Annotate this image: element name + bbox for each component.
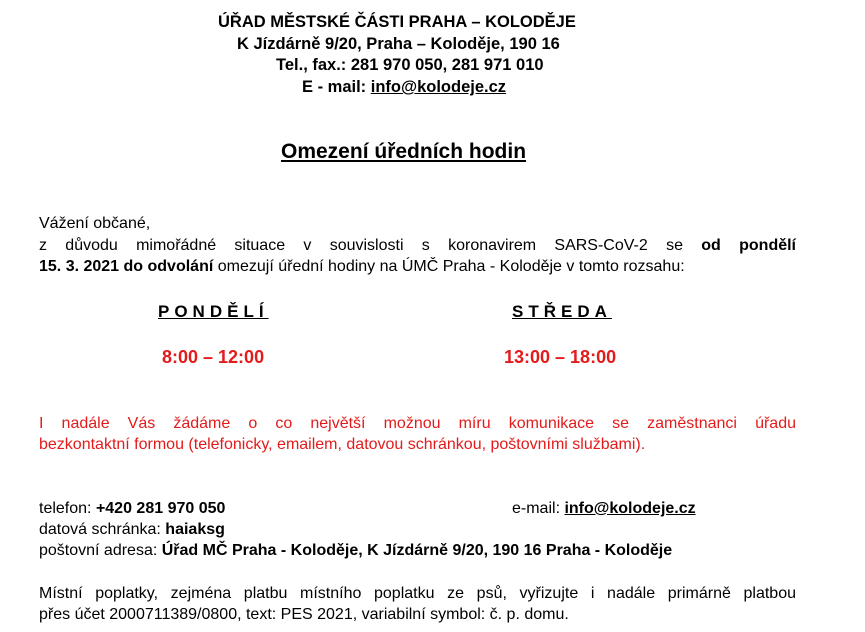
office-address: K Jízdárně 9/20, Praha – Koloděje, 190 16: [237, 35, 560, 53]
contact-postal: [39, 540, 672, 561]
schedule-day-wednesday: STŘEDA: [512, 302, 612, 321]
schedule-hours-monday: 8:00 – 12:00: [162, 347, 265, 367]
office-email-link[interactable]: info@kolodeje.cz: [370, 78, 507, 96]
office-phone: Tel., fax.: 281 970 050, 281 971 010: [276, 56, 544, 74]
schedule-hours-wednesday: 13:00 – 18:00: [504, 347, 617, 367]
contact-databox-label: datová schránka:: [39, 521, 166, 538]
contact-email: [512, 498, 696, 519]
intro-line-1-bold: od pondělí: [701, 237, 797, 254]
contact-phone-value: +420 281 970 050: [95, 500, 226, 517]
notice-line-2: bezkontaktní formou (telefonicky, emailem, datovou schránkou, poštovními službami).: [39, 436, 646, 453]
contact-phone: [39, 498, 225, 519]
contact-email-link[interactable]: info@kolodeje.cz: [564, 500, 696, 517]
schedule-day-monday: PONDĚLÍ: [158, 302, 269, 321]
intro-line-2: [39, 256, 796, 277]
office-email-line: [302, 77, 506, 98]
office-name: ÚŘAD MĚSTSKÉ ČÁSTI PRAHA – KOLODĚJE: [218, 13, 576, 31]
fees-line-2: přes účet 2000711389/0800, text: PES 2021, variabilní symbol: č. p. domu.: [39, 606, 569, 623]
contact-databox-value: haiaksg: [165, 521, 225, 538]
intro-line-1-text: z důvodu mimořádné situace v souvislosti s koronavirem SARS-CoV-2 se: [39, 237, 683, 254]
intro-line-2-bold: 15. 3. 2021 do odvolání: [39, 258, 214, 275]
office-email-label: E - mail:: [302, 78, 371, 96]
contact-phone-label: telefon:: [39, 500, 96, 517]
contact-email-label: e-mail:: [512, 500, 565, 517]
notice-line-1: I nadále Vás žádáme o co největší možnou míru komunikace se zaměstnanci úřadu: [39, 415, 796, 432]
page-title: Omezení úředních hodin: [281, 140, 527, 163]
fees-line-1: Místní poplatky, zejména platbu místního poplatku ze psů, vyřizujte i nadále primárně platbou: [39, 585, 796, 602]
contact-postal-label: poštovní adresa:: [39, 542, 162, 559]
intro-line-2-text: omezují úřední hodiny na ÚMČ Praha - Koloděje v tomto rozsahu:: [217, 258, 685, 275]
contact-postal-value: Úřad MČ Praha - Koloděje, K Jízdárně 9/20, 190 16 Praha - Koloděje: [161, 542, 673, 559]
intro-line-1: [39, 235, 796, 256]
contact-databox: [39, 519, 225, 540]
greeting: Vážení občané,: [39, 215, 151, 232]
